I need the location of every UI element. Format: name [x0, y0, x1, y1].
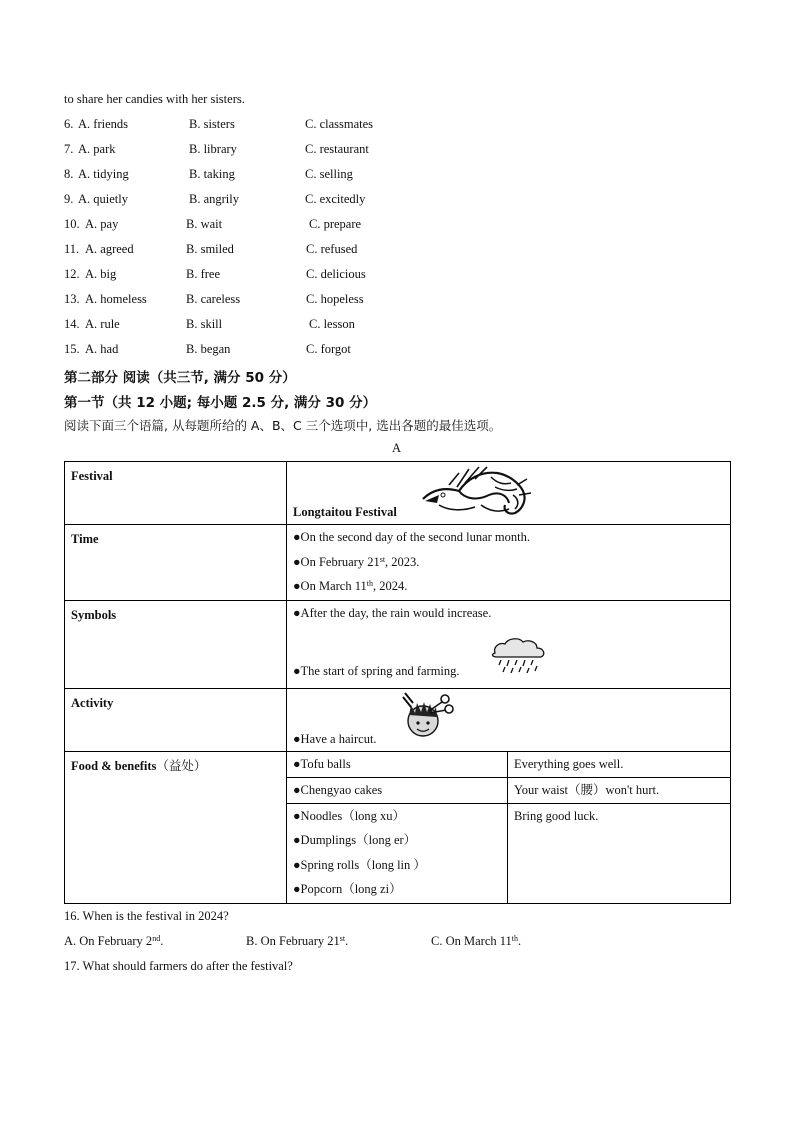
option-a: A. big	[85, 267, 117, 281]
question-number: 8.	[64, 167, 74, 181]
dragon-icon	[419, 465, 533, 519]
festival-name-cell	[287, 462, 731, 525]
option-a: A. quietly	[78, 192, 128, 206]
food-item: ●Spring rolls（long lin ）	[293, 857, 426, 872]
food-item: ●Popcorn（long zi）	[293, 882, 402, 896]
section1-heading: 第一节（共 12 小题; 每小题 2.5 分, 满分 30 分）	[64, 395, 377, 411]
option-c: C. prepare	[309, 217, 362, 231]
q16-option-a: A. On February 2nd.	[64, 934, 164, 948]
question-number: 10.	[64, 217, 80, 231]
option-c: C. forgot	[306, 342, 351, 356]
haircut-icon	[399, 691, 457, 741]
symbols-item: ●After the day, the rain would increase.	[293, 606, 492, 620]
passage-tail: to share her candies with her sisters.	[64, 92, 245, 106]
time-item: ●On March 11th, 2024.	[293, 579, 408, 593]
option-b: B. taking	[189, 167, 235, 181]
option-c: C. hopeless	[306, 292, 364, 306]
benefit-item: Your waist（腰）won't hurt.	[508, 777, 731, 803]
option-b: B. free	[186, 267, 221, 281]
question-number: 11.	[64, 242, 80, 256]
symbols-label: Symbols	[65, 601, 287, 689]
question-number: 14.	[64, 317, 80, 331]
festival-label: Festival	[65, 462, 287, 525]
q16-option-c: C. On March 11th.	[431, 934, 522, 948]
question-number: 7.	[64, 142, 74, 156]
food-item: ●Noodles（long xu）	[293, 808, 406, 823]
time-cell	[287, 525, 731, 601]
question-16: 16. When is the festival in 2024?	[64, 909, 229, 923]
festival-name: Longtaitou Festival	[293, 505, 397, 519]
activity-cell	[287, 689, 731, 752]
benefit-item: Everything goes well.	[508, 752, 731, 778]
passage-label: A	[392, 441, 402, 455]
option-c: C. classmates	[305, 117, 374, 131]
food-item: ●Tofu balls	[287, 752, 508, 778]
symbols-cell	[287, 601, 731, 689]
option-a: A. had	[85, 342, 119, 356]
option-a: A. park	[78, 142, 116, 156]
activity-label: Activity	[65, 689, 287, 752]
question-17: 17. What should farmers do after the festival?	[64, 959, 293, 973]
question-number: 9.	[64, 192, 74, 206]
question-number: 13.	[64, 292, 80, 306]
option-b: B. wait	[186, 217, 223, 231]
option-a: A. rule	[85, 317, 120, 331]
food-item: ●Dumplings（long er）	[293, 833, 417, 847]
q16-option-b: B. On February 21st.	[246, 934, 349, 948]
option-a: A. friends	[78, 117, 128, 131]
food-item: ●Chengyao cakes	[287, 777, 508, 803]
option-c: C. refused	[306, 242, 358, 256]
question-number: 12.	[64, 267, 80, 281]
benefit-item: Bring good luck.	[508, 803, 731, 903]
option-c: C. excitedly	[305, 192, 366, 206]
option-b: B. skill	[186, 317, 223, 331]
option-b: B. careless	[186, 292, 241, 306]
food-benefits-label: Food & benefits（益处）	[65, 752, 287, 904]
option-a: A. pay	[85, 217, 119, 231]
time-item: ●On the second day of the second lunar month.	[293, 530, 531, 544]
option-b: B. smiled	[186, 242, 234, 256]
option-a: A. tidying	[78, 167, 129, 181]
option-a: A. homeless	[85, 292, 147, 306]
option-c: C. restaurant	[305, 142, 369, 156]
activity-item: ●Have a haircut.	[293, 732, 377, 746]
option-c: C. lesson	[309, 317, 355, 331]
question-number: 15.	[64, 342, 80, 356]
option-b: B. library	[189, 142, 237, 156]
option-c: C. delicious	[306, 267, 366, 281]
option-b: B. angrily	[189, 192, 239, 206]
festival-table	[64, 461, 731, 904]
option-b: B. began	[186, 342, 231, 356]
question-number: 6.	[64, 117, 74, 131]
option-a: A. agreed	[85, 242, 134, 256]
time-item: ●On February 21st, 2023.	[293, 554, 420, 569]
time-label: Time	[65, 525, 287, 601]
food-group-cell	[287, 803, 508, 903]
rain-cloud-icon	[489, 637, 549, 675]
part2-heading: 第二部分 阅读（共三节, 满分 50 分）	[64, 370, 296, 386]
option-b: B. sisters	[189, 117, 235, 131]
instructions: 阅读下面三个语篇, 从每题所给的 A、B、C 三个选项中, 选出各题的最佳选项。	[64, 418, 502, 433]
option-c: C. selling	[305, 167, 353, 181]
symbols-item: ●The start of spring and farming.	[293, 664, 460, 678]
